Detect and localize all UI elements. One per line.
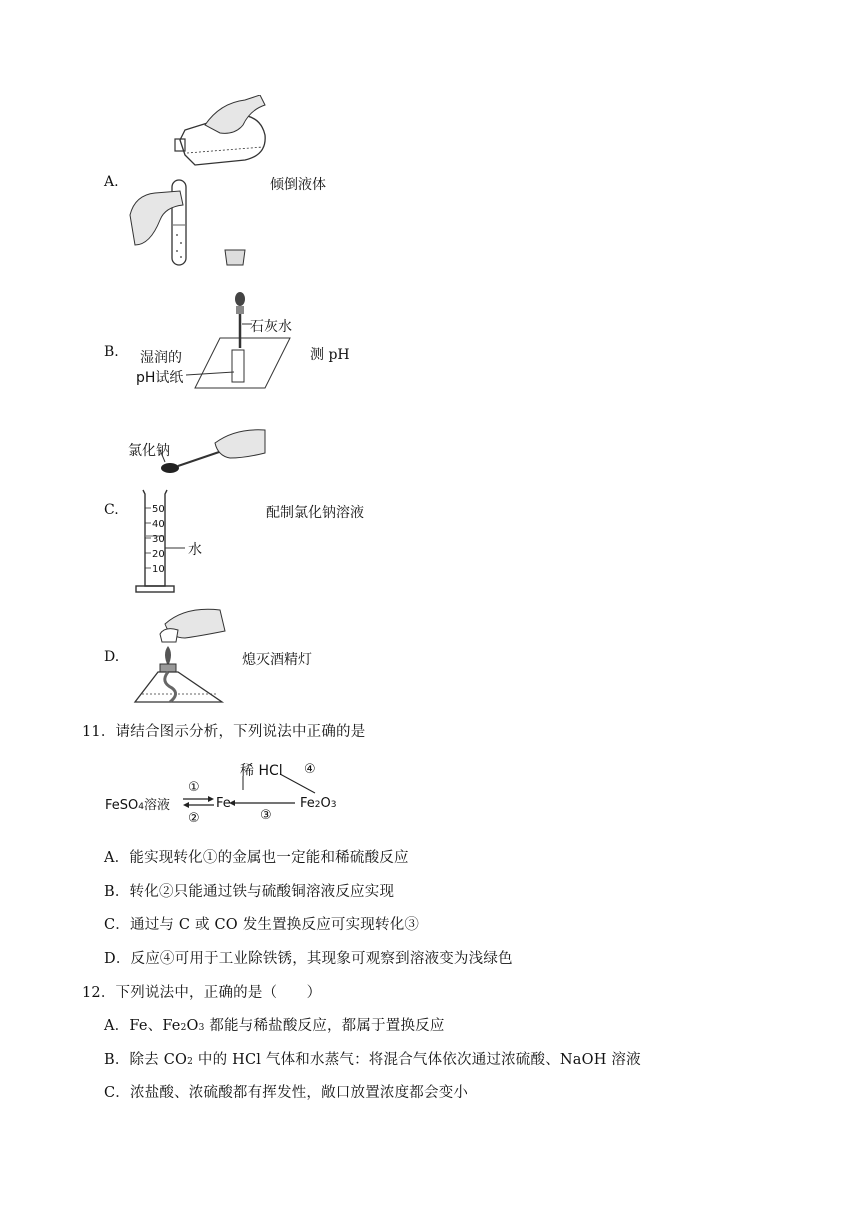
label-wet: 湿润的 <box>140 350 182 366</box>
formula-feso4: FeSO4溶液 <box>105 798 170 813</box>
spoon-hand-figure <box>150 428 270 478</box>
option-c-caption: 配制氯化钠溶液 <box>266 505 364 521</box>
alcohol-lamp-figure <box>130 606 230 710</box>
tick-label: 20 <box>152 549 165 560</box>
q12-option-b: B．除去 CO2 中的 HCl 气体和水蒸气：将混合气体依次通过浓硫酸、NaOH 溶液 <box>104 1052 641 1068</box>
label-ph-paper: pH试纸 <box>136 370 184 386</box>
pouring-liquid-figure <box>125 95 275 270</box>
q11-diagram <box>105 760 345 830</box>
marker-2: ② <box>188 811 200 826</box>
q12-stem: 12．下列说法中，正确的是（ ） <box>82 985 322 1001</box>
label-limewater: 石灰水 <box>250 319 292 335</box>
marker-4: ④ <box>304 762 316 777</box>
tick-label: 50 <box>152 504 165 515</box>
q11-option-c: C．通过与 C 或 CO 发生置换反应可实现转化③ <box>104 917 420 933</box>
tick-label: 40 <box>152 519 165 530</box>
option-c-letter: C. <box>104 502 119 518</box>
q12-option-c: C．浓盐酸、浓硫酸都有挥发性，敞口放置浓度都会变小 <box>104 1085 469 1101</box>
cylinder-scale <box>152 502 165 577</box>
marker-1: ① <box>188 780 200 795</box>
label-nacl: 氯化钠 <box>128 443 170 459</box>
option-b-letter: B. <box>104 344 119 360</box>
marker-3: ③ <box>260 808 272 823</box>
q11-option-a: A．能实现转化①的金属也一定能和稀硫酸反应 <box>104 850 409 866</box>
option-d-caption: 熄灭酒精灯 <box>242 652 312 668</box>
option-a-caption: 倾倒液体 <box>270 177 326 193</box>
formula-fe2o3: Fe2O3 <box>300 796 337 811</box>
q11-option-d: D．反应④可用于工业除铁锈，其现象可观察到溶液变为浅绿色 <box>104 951 513 967</box>
formula-fe: Fe <box>216 796 231 811</box>
tick-label: 30 <box>152 534 165 545</box>
q11-stem: 11．请结合图示分析，下列说法中正确的是 <box>82 724 366 740</box>
label-water: 水 <box>188 542 202 558</box>
option-d-letter: D. <box>104 649 120 665</box>
tick-label: 10 <box>152 564 165 575</box>
option-b-caption: 测 pH <box>310 347 350 363</box>
paper-pointer-line <box>186 368 236 382</box>
q11-option-b: B．转化②只能通过铁与硫酸铜溶液反应实现 <box>104 884 395 900</box>
label-dilute-hcl: 稀 HCl <box>240 763 283 779</box>
option-a-letter: A. <box>104 174 119 190</box>
q12-option-a: A．Fe、Fe2O3 都能与稀盐酸反应，都属于置换反应 <box>104 1018 445 1034</box>
